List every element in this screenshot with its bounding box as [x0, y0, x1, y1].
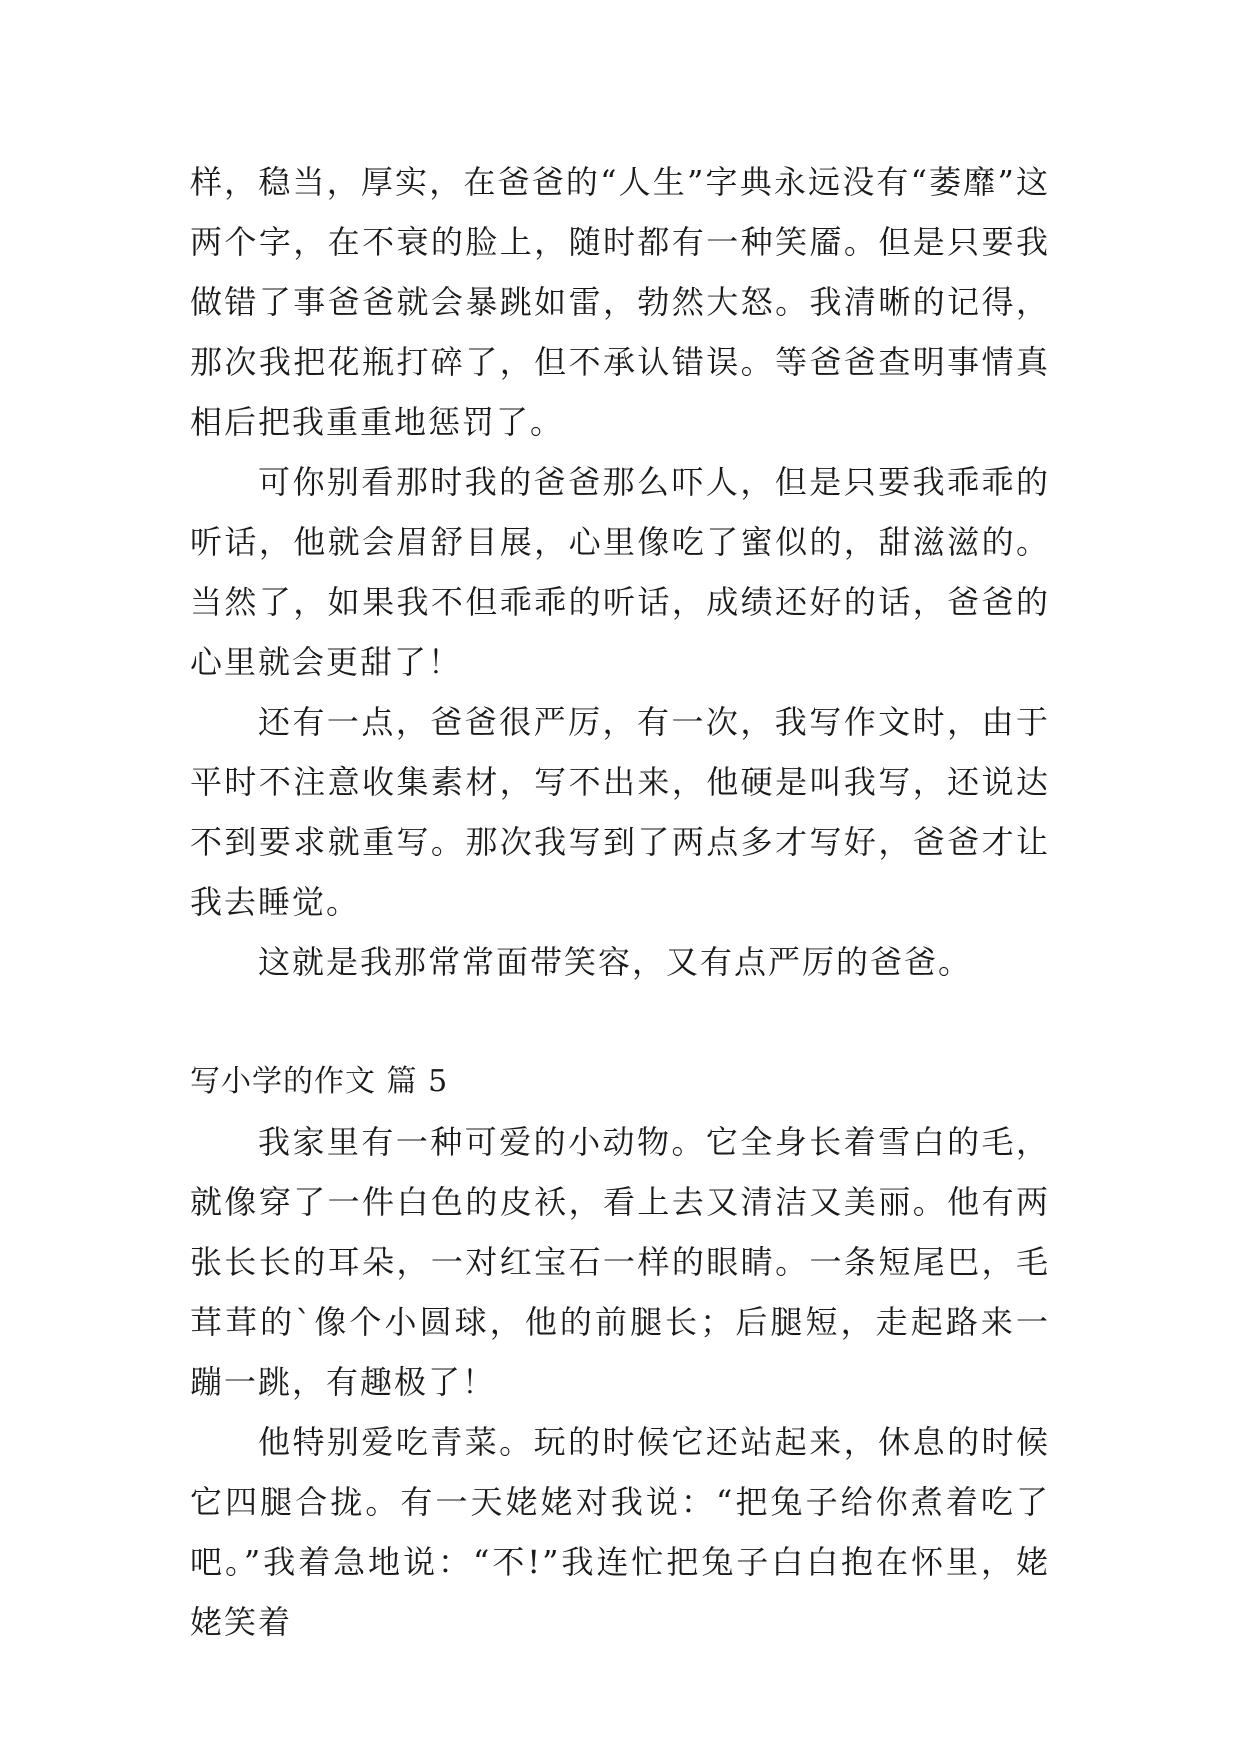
- section-title: 写小学的作文 篇 5: [190, 1064, 449, 1099]
- paragraph-continued: 样，稳当，厚实，在爸爸的“人生”字典永远没有“萎靡”这两个字，在不衰的脸上，随时都有一种笑靥。但是只要我做错了事爸爸就会暴跳如雷，勃然大怒。我清晰的记得，那次我把花瓶打碎了，但不承认错误。等爸爸查明事情真相后把我重重地惩罚了。: [190, 163, 1050, 441]
- paragraph: 他特别爱吃青菜。玩的时候它还站起来，休息的时候它四腿合拢。有一天姥姥对我说：“把兔子给你煮着吃了吧。”我着急地说：“不!”我连忙把兔子白白抱在怀里，姥姥笑着: [190, 1423, 1050, 1641]
- paragraph: 可你别看那时我的爸爸那么吓人，但是只要我乖乖的听话，他就会眉舒目展，心里像吃了蜜似的，甜滋滋的。当然了，如果我不但乖乖的听话，成绩还好的话，爸爸的心里就会更甜了！: [190, 463, 1050, 681]
- paragraph: 我家里有一种可爱的小动物。它全身长着雪白的毛，就像穿了一件白色的皮袄，看上去又清洁又美丽。他有两张长长的耳朵，一对红宝石一样的眼睛。一条短尾巴，毛茸茸的`像个小圆球，他的前腿长；后腿短，走起路来一蹦一跳，有趣极了！: [190, 1123, 1050, 1401]
- paragraph: 还有一点，爸爸很严厉，有一次，我写作文时，由于平时不注意收集素材，写不出来，他硬是叫我写，还说达不到要求就重写。那次我写到了两点多才写好，爸爸才让我去睡觉。: [190, 703, 1050, 921]
- document-body: [190, 152, 1050, 1652]
- paragraph: 这就是我那常常面带笑容，又有点严厉的爸爸。: [258, 943, 973, 981]
- section-spacer: [190, 992, 1050, 1052]
